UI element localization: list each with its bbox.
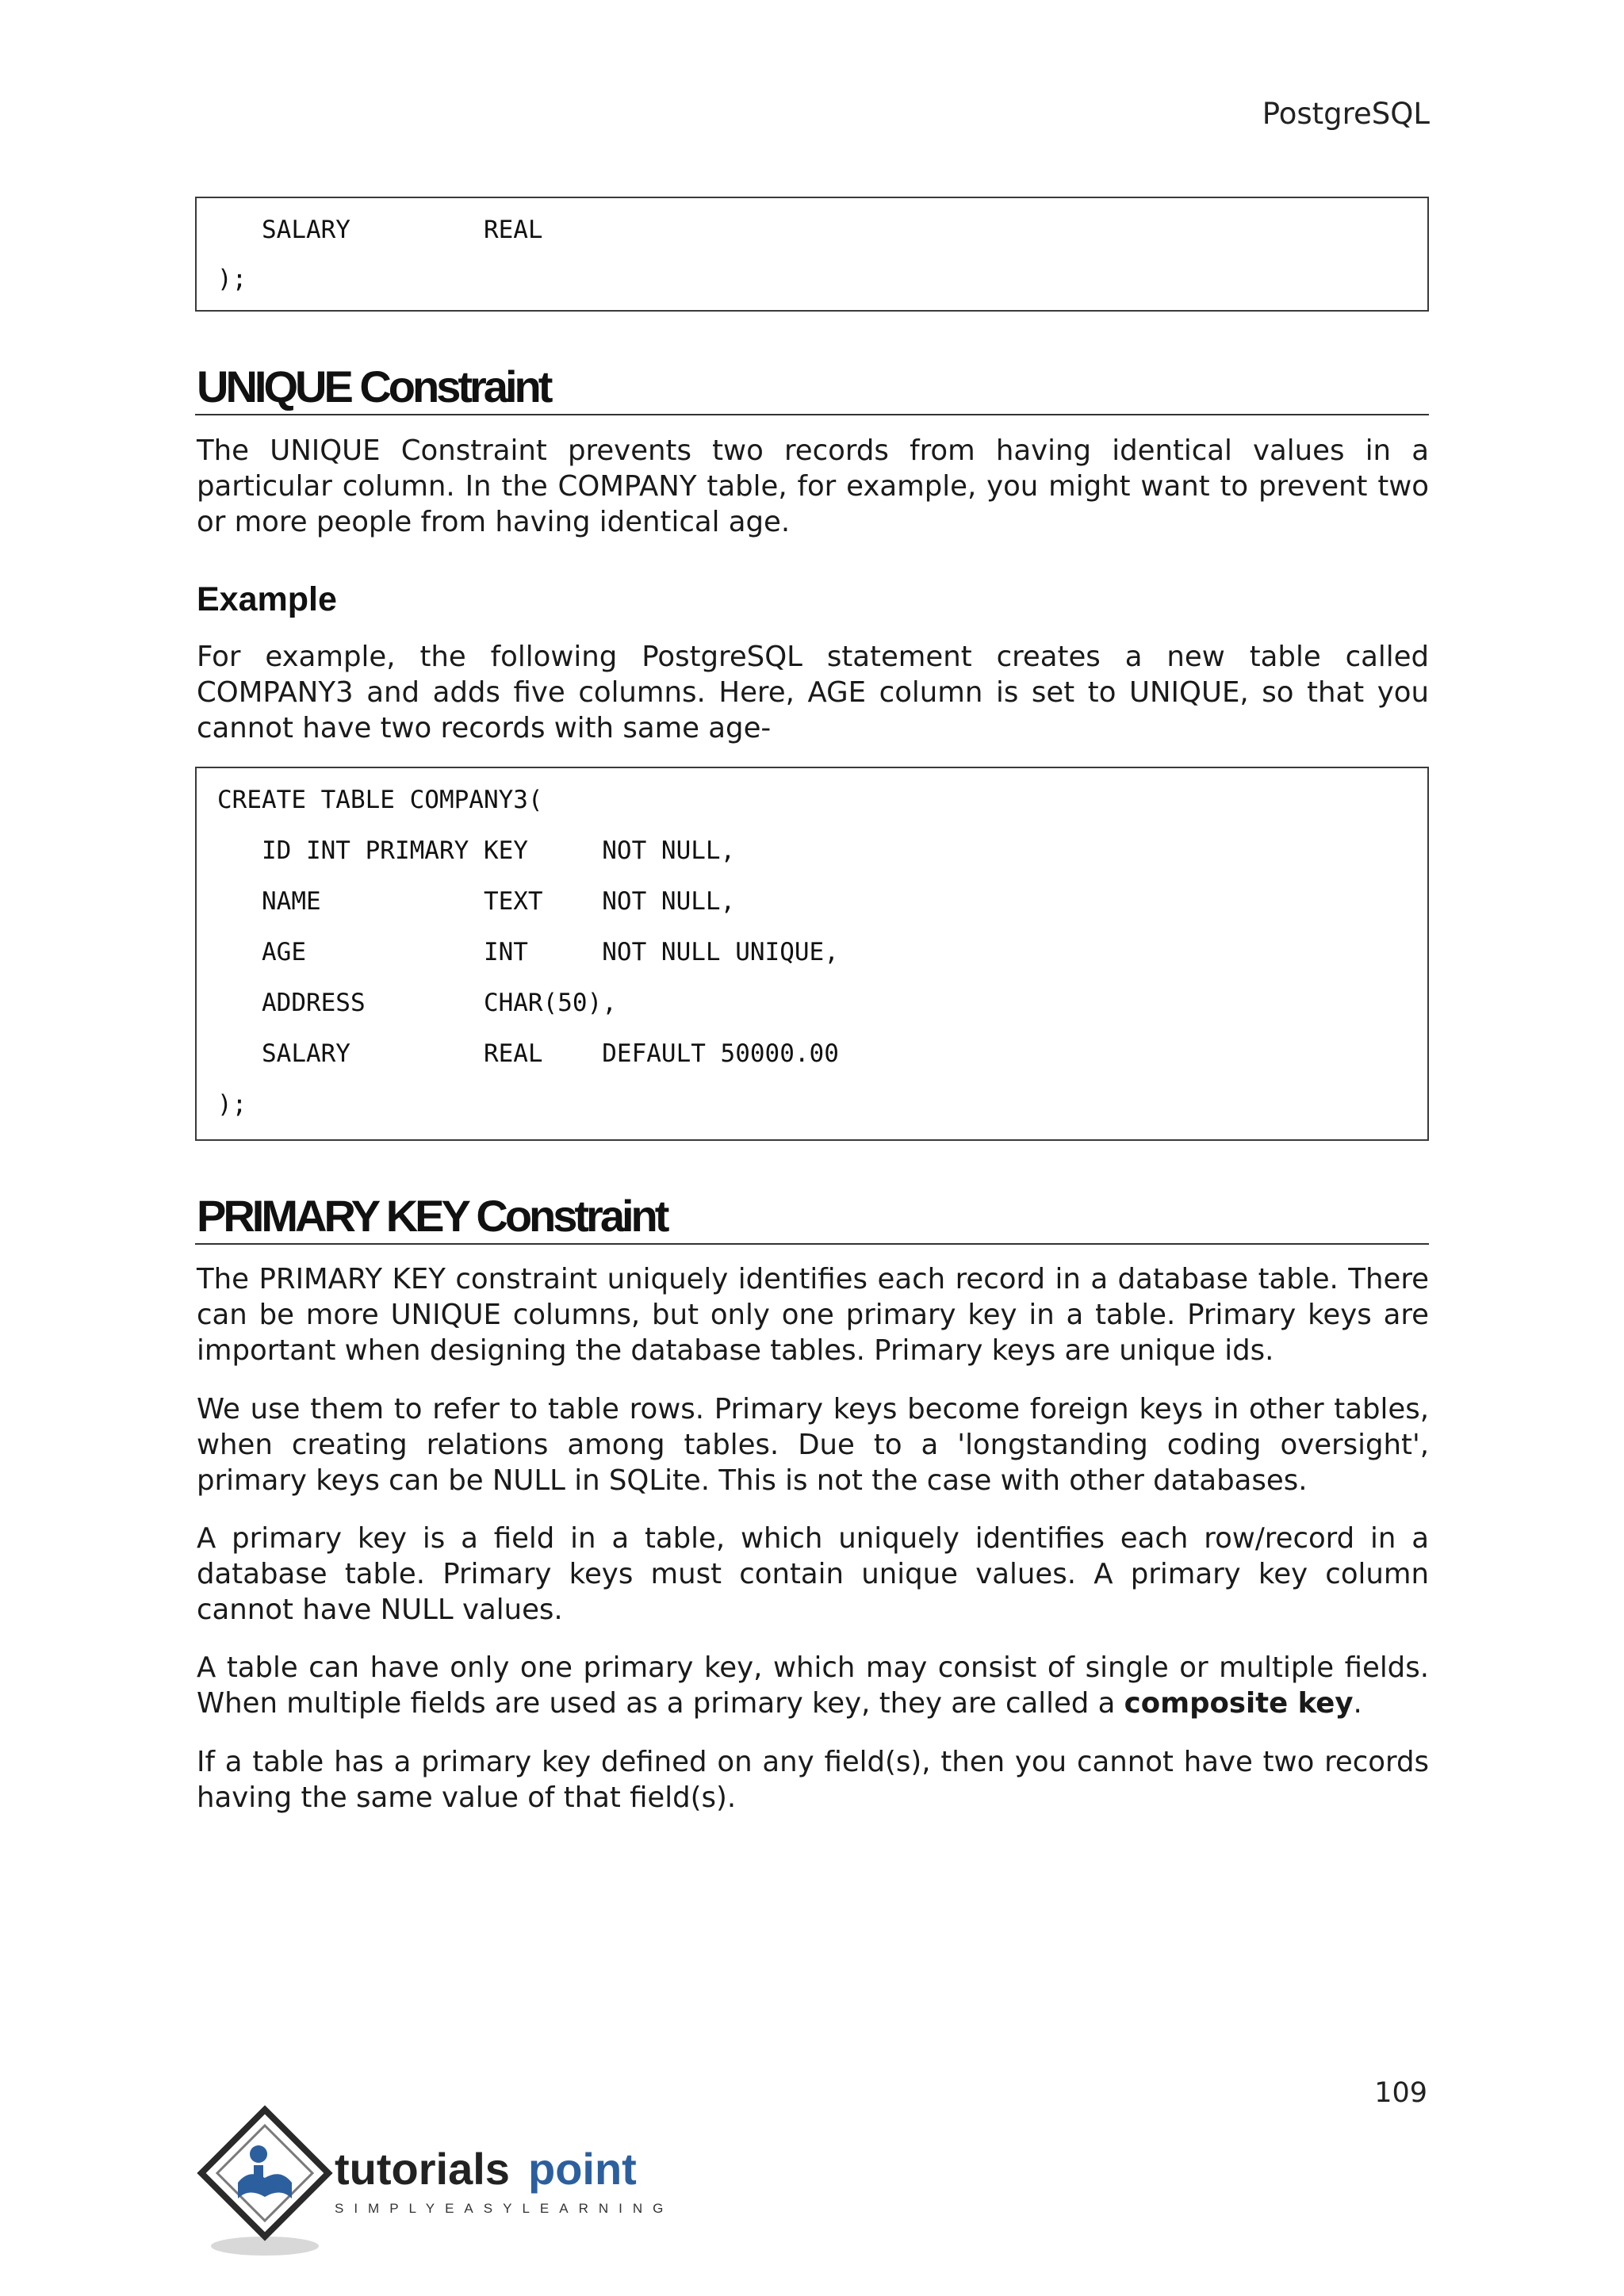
code-line: AGE INT NOT NULL UNIQUE,	[217, 938, 839, 966]
composite-key-term: composite key	[1124, 1687, 1354, 1720]
code-block-salary-tail	[195, 197, 1429, 312]
example-heading: Example	[197, 580, 337, 618]
paragraph-text: A table can have only one primary key, which may consist of single or multiple fields. When multiple fields are used as a primary key, they are called a	[197, 1651, 1429, 1720]
code-line: );	[217, 1090, 247, 1119]
running-header: PostgreSQL	[1262, 97, 1430, 131]
example-paragraph: For example, the following PostgreSQL statement creates a new table called COMPANY3 and adds five columns. Here, AGE column is set to UNIQUE, so that you cannot have two records with same age-	[197, 641, 1429, 744]
primary-key-paragraph-3: A primary key is a field in a table, which uniquely identifies each row/record in a database table. Primary keys must contain unique values. A primary key column cannot have NULL values.	[197, 1522, 1429, 1626]
code-line: ADDRESS CHAR(50),	[217, 989, 617, 1017]
logo-person-head	[250, 2145, 267, 2163]
code-line: CREATE TABLE COMPANY3(	[217, 786, 543, 814]
logo-person-body	[254, 2165, 263, 2186]
tutorialspoint-logo	[193, 2105, 685, 2263]
section-heading-primary-key: PRIMARY KEY Constraint	[197, 1191, 667, 1241]
unique-paragraph: The UNIQUE Constraint prevents two records from having identical values in a particular column. In the COMPANY table, for example, you might want to prevent two or more people from having identical age.	[197, 434, 1429, 538]
logo-text-tutorials: tutorials	[335, 2144, 510, 2194]
paragraph-text: .	[1353, 1687, 1362, 1720]
primary-key-paragraph-1: The PRIMARY KEY constraint uniquely identifies each record in a database table. There can be more UNIQUE columns, but only one primary key in a table. Primary keys are important when designing the database tables. Primary keys are unique ids.	[197, 1263, 1429, 1367]
primary-key-paragraph-2: We use them to refer to table rows. Primary keys become foreign keys in other tables, when creating relations among tables. Due to a 'longstanding coding oversight', primary keys can be NULL in SQLite. This is not the case with other databases.	[197, 1393, 1429, 1497]
logo-graphic	[193, 2105, 685, 2263]
code-line: );	[217, 265, 247, 293]
heading-rule	[195, 1243, 1429, 1245]
heading-rule	[195, 414, 1429, 415]
code-block-company3	[195, 767, 1429, 1141]
logo-tagline: SIMPLYEASYLEARNING	[335, 2201, 674, 2216]
section-heading-unique: UNIQUE Constraint	[197, 362, 550, 411]
primary-key-paragraph-4	[197, 1650, 1429, 1721]
primary-key-paragraph-5: If a table has a primary key defined on any field(s), then you cannot have two records having the same value of that field(s).	[197, 1746, 1429, 1814]
code-line: NAME TEXT NOT NULL,	[217, 887, 736, 916]
page-number: 109	[1374, 2077, 1427, 2109]
code-line: SALARY REAL	[217, 216, 543, 244]
code-line: SALARY REAL DEFAULT 50000.00	[217, 1039, 839, 1068]
code-line: ID INT PRIMARY KEY NOT NULL,	[217, 836, 736, 865]
logo-text-point: point	[528, 2144, 637, 2194]
